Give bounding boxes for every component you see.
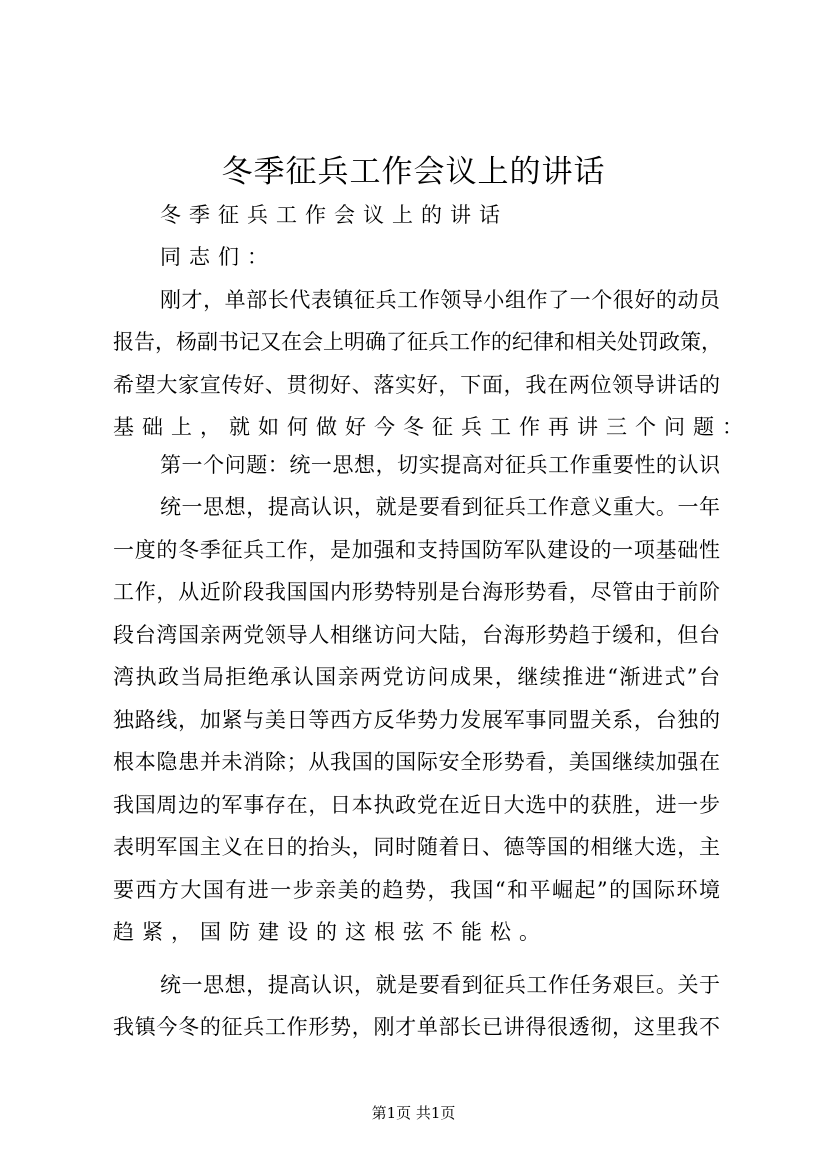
paragraph-line: 表明军国主义在日的抬头，同时随着日、德等国的相继大选，主: [113, 835, 720, 859]
paragraph-line: 要西方大国有进一步亲美的趋势，我国“和平崛起”的国际环境: [113, 878, 720, 902]
paragraph-line: 基础上，就如何做好今冬征兵工作再讲三个问题：: [113, 415, 751, 439]
subtitle: 冬季征兵工作会议上的讲话: [160, 203, 508, 227]
paragraph-line: 报告，杨副书记又在会上明确了征兵工作的纪律和相关处罚政策，: [113, 330, 722, 354]
paragraph-line: 统一思想，提高认识，就是要看到征兵工作任务艰巨。关于: [160, 973, 720, 997]
paragraph-line: 统一思想，提高认识，就是要看到征兵工作意义重大。一年: [160, 495, 720, 519]
paragraph-line: 根本隐患并未消除；从我国的国际安全形势看，美国继续加强在: [113, 750, 720, 774]
paragraph-line: 一度的冬季征兵工作，是加强和支持国防军队建设的一项基础性: [113, 538, 720, 562]
paragraph-line: 我镇今冬的征兵工作形势，刚才单部长已讲得很透彻，这里我不: [113, 1015, 720, 1039]
document-title: 冬季征兵工作会议上的讲话: [221, 154, 606, 190]
paragraph-line: 趋紧，国防建设的这根弦不能松。: [113, 920, 548, 944]
paragraph-line: 我国周边的军事存在，日本执政党在近日大选中的获胜，进一步: [113, 793, 720, 817]
paragraph-line: 湾执政当局拒绝承认国亲两党访问成果，继续推进“渐进式”台: [113, 665, 720, 689]
page-footer: 第1页 共1页: [371, 1104, 456, 1122]
paragraph-line: 独路线，加紧与美日等西方反华势力发展军事同盟关系，台独的: [113, 708, 720, 732]
paragraph-line: 刚才，单部长代表镇征兵工作领导小组作了一个很好的动员: [160, 288, 720, 312]
paragraph-line: 工作，从近阶段我国国内形势特别是台海形势看，尽管由于前阶: [113, 580, 720, 604]
section-heading: 第一个问题：统一思想，切实提高对征兵工作重要性的认识: [160, 453, 720, 477]
paragraph-line: 希望大家宣传好、贯彻好、落实好，下面，我在两位领导讲话的: [113, 373, 720, 397]
salutation: 同志们：: [160, 245, 276, 269]
paragraph-line: 段台湾国亲两党领导人相继访问大陆，台海形势趋于缓和，但台: [113, 623, 720, 647]
